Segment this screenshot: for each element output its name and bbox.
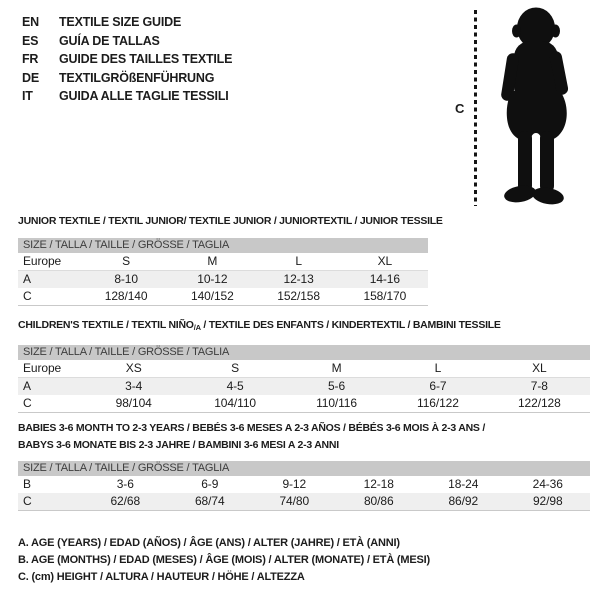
size-cell: L <box>434 361 442 375</box>
footnote-c: C. (cm) HEIGHT / ALTURA / HAUTEUR / HÖHE / ALTEZZA <box>18 571 305 584</box>
value-cell: 18-24 <box>448 477 479 491</box>
language-title: GUIDA ALLE TAGLIE TESSILI <box>59 89 229 104</box>
size-cell: XS <box>125 361 142 375</box>
value-cell: 68/74 <box>194 494 225 508</box>
language-title: GUIDE DES TAILLES TEXTILE <box>59 52 233 67</box>
footnote-a: A. AGE (YEARS) / EDAD (AÑOS) / ÂGE (ANS) / ALTER (JAHRE) / ETÀ (ANNI) <box>18 537 400 549</box>
language-title: GUÍA DE TALLAS <box>59 33 160 48</box>
table-row-europe <box>18 360 590 378</box>
babies-section-heading-line1: BABIES 3-6 MONTH TO 2-3 YEARS / BEBÉS 3-6 MESES A 2-3 AÑOS / BÉBÉS 3-6 MOIS À 2-3 ANS / <box>18 422 486 434</box>
value-cell: 24-36 <box>532 477 563 491</box>
language-title: TEXTILE SIZE GUIDE <box>59 15 182 29</box>
language-list <box>22 13 232 106</box>
value-cell: 14-16 <box>369 272 400 286</box>
value-cell: 10-12 <box>197 272 228 286</box>
value-cell: 152/158 <box>277 289 320 303</box>
table-row-c <box>18 395 590 412</box>
row-label: C <box>23 396 32 410</box>
value-cell: 6-9 <box>201 477 219 491</box>
size-cell: XL <box>532 361 547 375</box>
value-cell: 92/98 <box>532 494 563 508</box>
row-label: Europe <box>23 361 62 375</box>
babies-section-heading-line2: BABYS 3-6 MONATE BIS 2-3 JAHRE / BAMBINI 3-6 MESI A 2-3 ANNI <box>18 439 339 451</box>
row-label: C <box>23 289 32 303</box>
value-cell: 4-5 <box>226 379 244 393</box>
babies-size-table <box>18 461 590 511</box>
value-cell: 80/86 <box>363 494 394 508</box>
value-cell: 104/110 <box>214 396 256 410</box>
measure-label-c: C <box>455 101 465 116</box>
table-row-a <box>18 378 590 395</box>
value-cell: 122/128 <box>517 396 561 410</box>
toddler-silhouette <box>490 5 578 210</box>
value-cell: 3-4 <box>125 379 143 393</box>
size-header-bar: SIZE / TALLA / TAILLE / GRÖSSE / TAGLIA <box>18 238 428 253</box>
value-cell: 5-6 <box>327 379 346 393</box>
value-cell: 110/116 <box>316 396 357 410</box>
language-row-en <box>22 13 232 32</box>
size-cell: XL <box>377 254 393 268</box>
children-heading-post: / TEXTILE DES ENFANTS / KINDERTEXTIL / BAMBINI TESSILE <box>200 319 501 331</box>
junior-section-heading: JUNIOR TEXTILE / TEXTIL JUNIOR/ TEXTILE JUNIOR / JUNIORTEXTIL / JUNIOR TESSILE <box>18 215 443 227</box>
children-size-table <box>18 345 590 413</box>
value-cell: 116/122 <box>417 396 459 410</box>
size-cell: S <box>122 254 131 268</box>
size-header-bar: SIZE / TALLA / TAILLE / GRÖSSE / TAGLIA <box>18 345 590 360</box>
value-cell: 86/92 <box>448 494 479 508</box>
value-cell: 12-18 <box>363 477 394 491</box>
table-row-b <box>18 476 590 493</box>
size-cell: L <box>295 254 302 268</box>
value-cell: 74/80 <box>279 494 310 508</box>
value-cell: 128/140 <box>104 289 148 303</box>
language-row-de <box>22 69 232 88</box>
junior-size-table <box>18 238 428 306</box>
language-title: TEXTILGRÖßENFÜHRUNG <box>59 70 215 85</box>
value-cell: 3-6 <box>116 477 134 491</box>
size-cell: S <box>231 361 240 375</box>
value-cell: 98/104 <box>115 396 152 410</box>
children-section-heading <box>18 319 501 331</box>
value-cell: 8-10 <box>114 272 138 286</box>
language-code: ES <box>22 33 39 48</box>
children-heading-subscript: /A <box>193 323 201 332</box>
children-heading-pre: CHILDREN'S TEXTILE / TEXTIL NIÑO <box>18 319 194 331</box>
row-label: A <box>23 379 31 393</box>
table-row-c <box>18 288 428 305</box>
language-row-fr <box>22 50 232 69</box>
size-cell: M <box>207 254 218 268</box>
value-cell: 9-12 <box>282 477 307 491</box>
row-label: C <box>23 494 32 508</box>
value-cell: 12-13 <box>283 272 314 286</box>
language-code: EN <box>22 15 39 29</box>
language-row-it <box>22 87 232 106</box>
value-cell: 140/152 <box>191 289 234 303</box>
size-header-bar: SIZE / TALLA / TAILLE / GRÖSSE / TAGLIA <box>18 461 590 476</box>
language-row-es <box>22 32 232 51</box>
footnotes <box>18 535 430 587</box>
value-cell: 7-8 <box>530 379 548 393</box>
language-code: DE <box>22 70 39 85</box>
language-code: FR <box>22 52 39 67</box>
size-cell: M <box>331 361 342 375</box>
value-cell: 158/170 <box>363 289 407 303</box>
row-label: Europe <box>23 254 62 268</box>
row-label: B <box>23 477 31 491</box>
table-row-a <box>18 271 428 288</box>
footnote-b: B. AGE (MONTHS) / EDAD (MESES) / ÂGE (MOIS) / ALTER (MONATE) / ETÀ (MESI) <box>18 554 430 567</box>
table-row-c <box>18 493 590 510</box>
value-cell: 62/68 <box>110 494 141 508</box>
table-row-europe <box>18 253 428 271</box>
language-code: IT <box>22 89 33 104</box>
value-cell: 6-7 <box>429 379 447 393</box>
row-label: A <box>23 272 31 286</box>
height-measure-line <box>474 10 477 206</box>
